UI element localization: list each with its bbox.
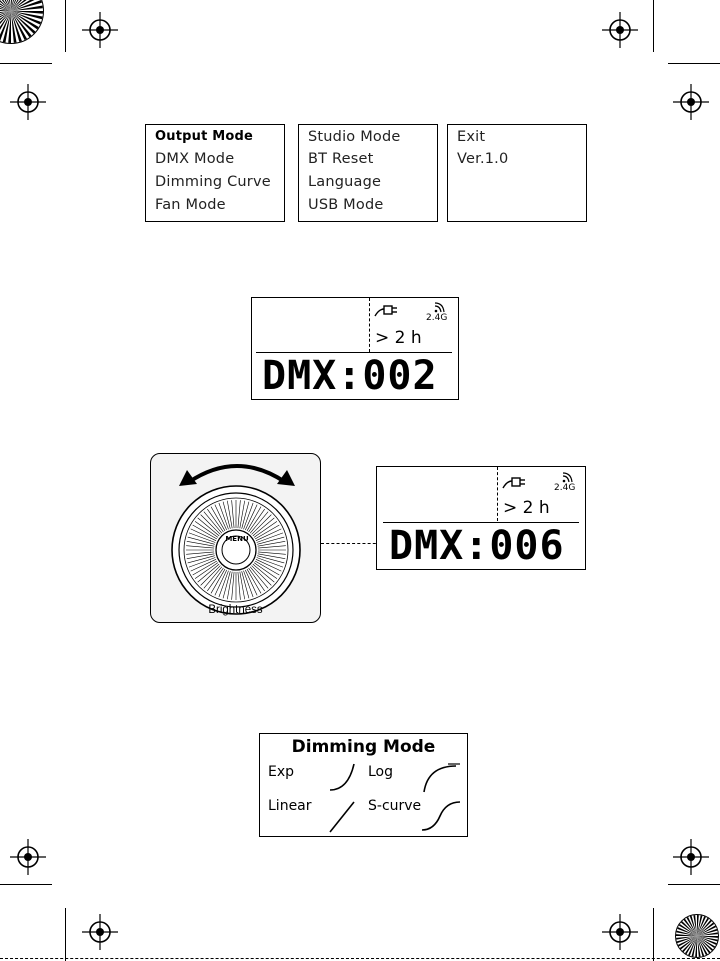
registration-mark-icon	[600, 10, 640, 50]
curve-label-exp[interactable]: Exp	[268, 764, 295, 780]
battery-time-readout: > 2 h	[503, 498, 550, 518]
lcd-divider-vertical	[497, 467, 498, 521]
curve-label-s-curve[interactable]: S-curve	[368, 798, 422, 814]
curve-label-linear[interactable]: Linear	[268, 798, 312, 814]
trim-line	[668, 63, 720, 64]
dmx-address-readout: DMX:006	[389, 523, 565, 569]
registration-mark-icon	[600, 912, 640, 952]
registration-mark-icon	[80, 912, 120, 952]
exp-curve-icon	[328, 760, 358, 792]
menu-panel-2	[298, 124, 438, 222]
menu-item-output-mode[interactable]: Output Mode	[155, 129, 254, 144]
menu-item-version: Ver.1.0	[457, 151, 509, 167]
menu-panel-3	[447, 124, 587, 222]
trim-line	[668, 884, 720, 885]
menu-item-exit[interactable]: Exit	[457, 129, 486, 145]
trim-line	[653, 908, 654, 961]
bottom-dashed-rule	[0, 958, 720, 959]
power-plug-icon	[373, 304, 403, 320]
starburst-icon	[0, 0, 44, 44]
menu-item-bt-reset[interactable]: BT Reset	[308, 151, 374, 167]
registration-mark-icon	[671, 82, 711, 122]
registration-mark-icon	[671, 837, 711, 877]
dimming-mode-title: Dimming Mode	[291, 737, 436, 757]
lcd-display-dmx-006	[376, 466, 586, 570]
registration-mark-icon	[8, 82, 48, 122]
registration-mark-icon	[8, 837, 48, 877]
knob-panel	[150, 453, 321, 623]
power-plug-icon	[501, 476, 531, 492]
trim-line	[0, 63, 52, 64]
starburst-icon	[675, 914, 719, 958]
wireless-band-label: 2.4G	[554, 483, 576, 493]
dmx-address-readout: DMX:002	[262, 353, 438, 399]
leader-line	[321, 543, 381, 544]
battery-time-readout: > 2 h	[375, 328, 422, 348]
knob-caption: Brightness	[208, 604, 263, 616]
menu-item-fan-mode[interactable]: Fan Mode	[155, 197, 226, 213]
menu-panel-1	[145, 124, 285, 222]
menu-button[interactable]: MENU	[225, 535, 249, 543]
dimming-mode-panel	[259, 733, 468, 837]
menu-item-dimming-curve[interactable]: Dimming Curve	[155, 174, 271, 190]
trim-line	[0, 884, 52, 885]
trim-line	[653, 0, 654, 52]
linear-curve-icon	[326, 798, 358, 834]
lcd-display-dmx-002	[251, 297, 459, 400]
menu-item-studio-mode[interactable]: Studio Mode	[308, 129, 401, 145]
brightness-knob[interactable]	[170, 484, 302, 616]
wireless-signal-icon	[433, 301, 447, 313]
trim-line	[65, 908, 66, 961]
registration-mark-icon	[80, 10, 120, 50]
wireless-signal-icon	[561, 471, 575, 483]
curve-label-log[interactable]: Log	[368, 764, 394, 780]
wireless-band-label: 2.4G	[426, 313, 448, 323]
menu-item-usb-mode[interactable]: USB Mode	[308, 197, 384, 213]
menu-item-dmx-mode[interactable]: DMX Mode	[155, 151, 235, 167]
s-curve-icon	[420, 796, 462, 834]
lcd-divider-vertical	[369, 298, 370, 352]
menu-item-language[interactable]: Language	[308, 174, 382, 190]
log-curve-icon	[420, 762, 462, 794]
trim-line	[65, 0, 66, 52]
